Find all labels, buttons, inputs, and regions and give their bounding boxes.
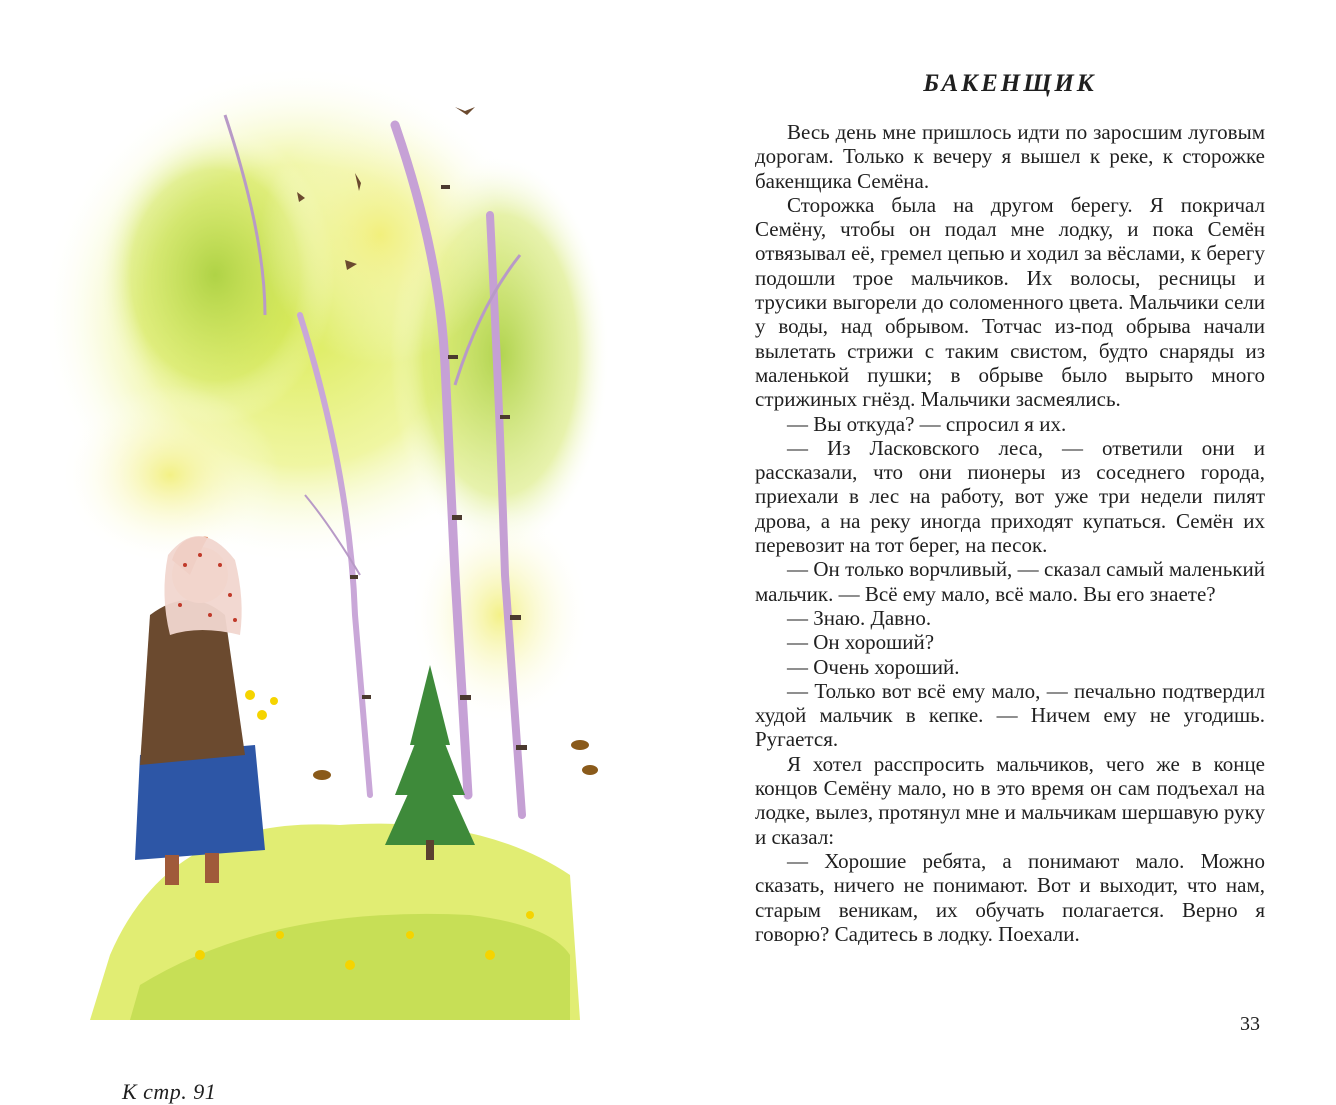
paragraph: Сторожка была на другом берегу. Я покричал Семёну, чтобы он подал мне лодку, и пока Семён отвязывал её, гремел цепью и ходил за вёслами, к берегу подошли трое мальчиков. Их волосы, ресницы и трусики выгорели до соломенного цвета. Мальчики сели у воды, над обрывом. Тотчас из-под обрыва начали вылетать стрижи с таким свистом, будто снаряды из маленькой пушки; в обрыве было вырыто много стрижиных гнёзд. Мальчики засмеялись. xyxy=(755,192,1265,412)
paragraph: — Вы откуда? — спросил я их. xyxy=(787,411,1067,436)
paragraph: — Из Ласковского леса, — ответили они и рассказали, что они пионеры из соседнего города, приехали в лес на работу, вот уже три недели пилят дрова, а на реку иногда приходят купаться. Семён их перевозит на тот берег, на песок. xyxy=(755,435,1265,558)
paragraph: — Только вот всё ему мало, — печально подтвердил худой мальчик в кепке. — Ничем ему не угодишь. Ругается. xyxy=(755,678,1265,752)
chapter-title: БАКЕНЩИК xyxy=(923,70,1097,97)
illustration-caption: К стр. 91 xyxy=(122,1079,217,1104)
girl-figure xyxy=(135,536,265,885)
foliage-wash xyxy=(260,105,500,365)
paragraph: — Он только ворчливый, — сказал самый маленький мальчик. — Всё ему мало, всё мало. Вы его знаете? xyxy=(755,557,1265,606)
story-text xyxy=(755,120,1265,946)
foliage-wash xyxy=(60,385,280,565)
text-page xyxy=(755,70,1265,946)
paragraph: — Он хороший? xyxy=(787,630,935,655)
paragraph: Весь день мне пришлось идти по заросшим луговым дорогам. Только к вечеру я вышел к реке, к сторожке бакенщика Семёна. xyxy=(755,120,1265,193)
paragraph: — Знаю. Давно. xyxy=(787,605,932,630)
page-number: 33 xyxy=(1240,1013,1260,1035)
watercolor-illustration xyxy=(50,55,610,1104)
paragraph: — Очень хороший. xyxy=(787,654,960,679)
paragraph: Я хотел расспросить мальчиков, чего же в конце концов Семёну мало, но в это время он сам подъехал на лодке, вылез, протянул мне и мальчикам шершавую руку и сказал: xyxy=(755,751,1265,849)
paragraph: — Хорошие ребята, а понимают мало. Можно сказать, ничего не понимают. Вот и выходит, что нам, старым веникам, их обучать полагается. Верно я говорю? Садитесь в лодку. Поехали. xyxy=(755,848,1265,946)
